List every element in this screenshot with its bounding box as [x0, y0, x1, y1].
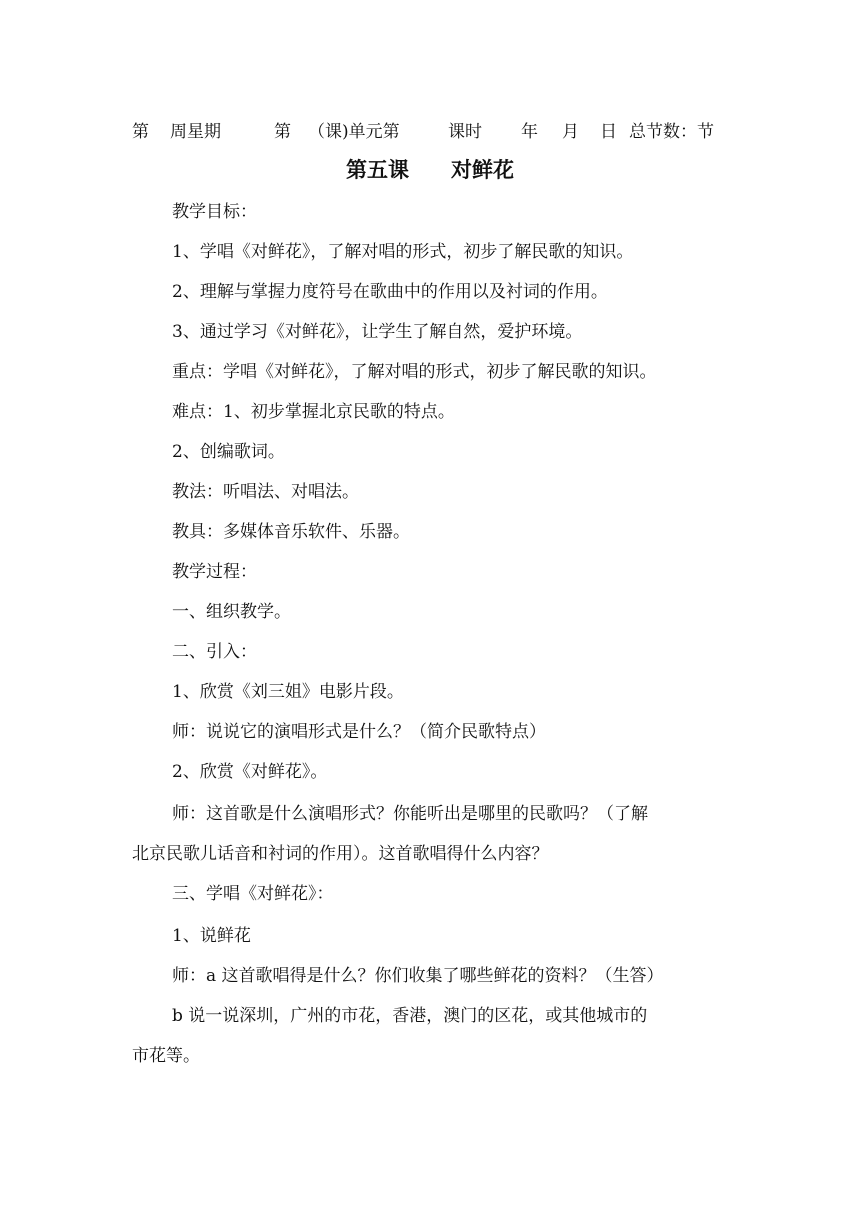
- lesson-title: 第五课 对鲜花: [346, 158, 514, 182]
- header-unit-label: （课)单元第: [308, 122, 400, 142]
- paragraph-step-2: 二、引入：: [172, 642, 257, 662]
- paragraph-step-3: 三、学唱《对鲜花》：: [172, 884, 334, 904]
- paragraph-teaching-method: 教法：听唱法、对唱法。: [172, 482, 359, 502]
- paragraph-objective-1: 1、学唱《对鲜花》，了解对唱的形式，初步了解民歌的知识。: [172, 242, 634, 262]
- header-unit-prefix: 第: [274, 122, 291, 142]
- paragraph-teacher-question-1: 师：说说它的演唱形式是什么？（简介民歌特点）: [172, 722, 546, 742]
- paragraph-appreciate-1: 1、欣赏《刘三姐》电影片段。: [172, 682, 404, 702]
- paragraph-teacher-question-2-cont: 北京民歌儿话音和衬词的作用）。这首歌唱得什么内容？: [132, 844, 549, 864]
- header-year-label: 年: [521, 122, 538, 142]
- paragraph-objective-3: 3、通过学习《对鲜花》，让学生了解自然，爱护环境。: [172, 322, 583, 342]
- paragraph-teacher-question-2: 师：这首歌是什么演唱形式？你能听出是哪里的民歌吗？（了解: [172, 804, 648, 824]
- paragraph-difficulty-2: 2、创编歌词。: [172, 442, 285, 462]
- header-day-label: 日: [600, 122, 617, 142]
- header-week-prefix: 第: [132, 122, 149, 142]
- paragraph-objectives-heading: 教学目标：: [172, 202, 257, 222]
- paragraph-city-flowers-cont: 市花等。: [132, 1046, 200, 1066]
- header-month-label: 月: [562, 122, 579, 142]
- paragraph-city-flowers: b 说一说深圳，广州的市花，香港，澳门的区花，或其他城市的: [172, 1006, 648, 1026]
- header-week-label: 周星期: [170, 122, 221, 142]
- paragraph-teaching-aids: 教具：多媒体音乐软件、乐器。: [172, 522, 410, 542]
- paragraph-step-1: 一、组织教学。: [172, 602, 291, 622]
- lesson-header: [132, 118, 732, 146]
- paragraph-appreciate-2: 2、欣赏《对鲜花》。: [172, 762, 328, 782]
- header-total-label: 总节数：节: [629, 122, 714, 142]
- paragraph-objective-2: 2、理解与掌握力度符号在歌曲中的作用以及衬词的作用。: [172, 282, 608, 302]
- paragraph-process-heading: 教学过程：: [172, 562, 257, 582]
- paragraph-difficulty-1: 难点：1、初步掌握北京民歌的特点。: [172, 402, 455, 422]
- header-period-label: 课时: [448, 122, 482, 142]
- paragraph-say-flowers: 1、说鲜花: [172, 926, 251, 946]
- paragraph-teacher-question-3: 师：a 这首歌唱得是什么？你们收集了哪些鲜花的资料？（生答）: [172, 966, 664, 986]
- paragraph-key-point: 重点：学唱《对鲜花》，了解对唱的形式，初步了解民歌的知识。: [172, 362, 657, 382]
